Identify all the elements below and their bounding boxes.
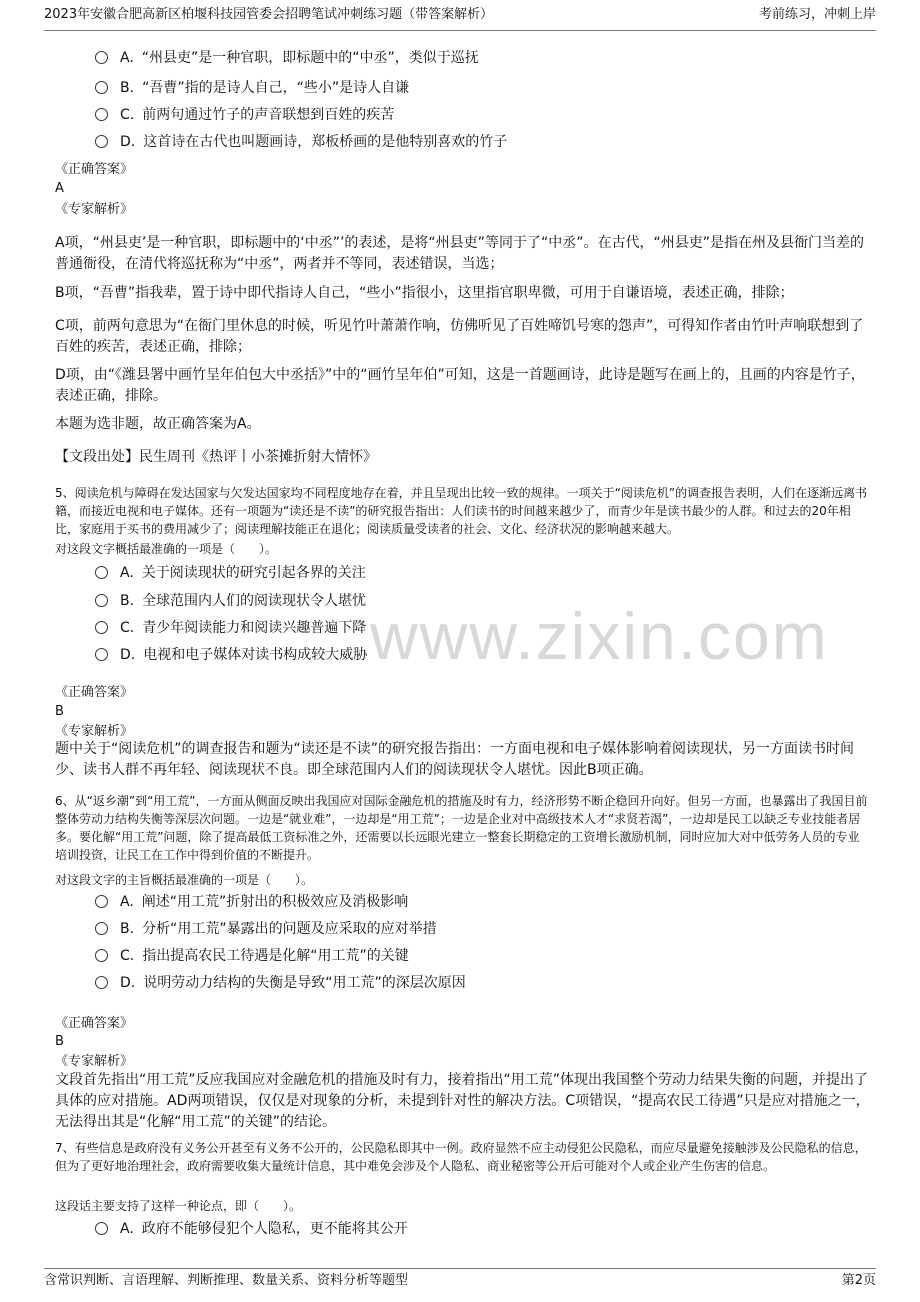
header-slogan: 考前练习，冲刺上岸 <box>758 7 876 22</box>
radio-icon[interactable] <box>95 81 108 94</box>
radio-icon[interactable] <box>95 51 108 64</box>
radio-icon[interactable] <box>95 1222 108 1235</box>
q4-analysis-d: D项，由“《潍县署中画竹呈年伯包大中丞括》”中的“画竹呈年伯”可知，这是一首题画诗，此诗是题写在画上的，且画的内容是竹子，表述正确，排除。 <box>55 367 865 404</box>
q4-analysis-a: A项，“州县吏’是一种官职，即标题中的‘中丞”’的表述，是将“州县吏”等同于了“中丞”。在古代，“州县吏”是指在州及县衙门当差的普通衙役，在清代将巡抚称为“中丞”，两者并不等同，表述错误，当选； <box>55 235 864 272</box>
q4-answer: A <box>55 181 64 196</box>
page-footer <box>44 1268 876 1299</box>
q7-prompt: 这段话主要支持了这样一种论点，即（ ）。 <box>55 1199 302 1213</box>
radio-icon[interactable] <box>95 648 108 661</box>
q5-analysis-label: 《专家解析》 <box>55 724 134 739</box>
q4-option-a[interactable]: A. “州县吏”是一种官职，即标题中的“中丞”，类似于巡抚 <box>95 47 479 69</box>
q6-analysis: 文段首先指出“用工荒”反应我国应对金融危机的措施及时有力，接着指出“用工荒”体现出我国整个劳动力结果失衡的问题，并提出了具体的应对措施。AD两项错误，仅仅是对现象的分析，未提到针对性的解决方法。C项错误，“提高农民工待遇”只是应对措施之一，无法得出其是“化解“用工荒”的关键”的结论。 <box>55 1072 870 1130</box>
q5-option-c[interactable]: C. 青少年阅读能力和阅读兴趣普遍下降 <box>95 617 366 639</box>
q4-answer-label: 《正确答案》 <box>55 162 134 177</box>
q4-analysis-b: B项，“吾曹”指我辈，置于诗中即代指诗人自己，“些小”指很小，这里指官职卑微，可用于自谦语境，表述正确，排除； <box>55 285 794 301</box>
q5-stem: 5、阅读危机与障碍在发达国家与欠发达国家均不同程度地存在着，并且呈现出比较一致的规律。一项关于“阅读危机”的调查报告表明，人们在逐渐远离书籍，而接近电视和电子媒体。还有一项题为“读还是不读”的研究报告指出：人们读书的时间越来越少了，而青少年是读书最少的人群。和过去的20年相比，家庭用于买书的费用减少了；阅读理解技能正在退化；阅读质量受读者的社会、文化、经济状况的影响越来越大。 <box>55 486 868 536</box>
q4-source: 【文段出处】民生周刊《热评丨小茶摊折射大情怀》 <box>55 449 377 465</box>
radio-icon[interactable] <box>95 594 108 607</box>
footer-topics: 含常识判断、言语理解、判断推理、数量关系、资料分析等题型 <box>44 1273 409 1288</box>
page-header <box>44 0 876 31</box>
q4-analysis-label: 《专家解析》 <box>55 202 134 217</box>
q6-option-a[interactable]: A. 阐述“用工荒”折射出的积极效应及消极影响 <box>95 891 408 913</box>
q5-option-b[interactable]: B. 全球范围内人们的阅读现状令人堪忧 <box>95 590 366 612</box>
document-title: 2023年安徽合肥高新区柏堰科技园管委会招聘笔试冲刺练习题（带答案解析） <box>44 7 494 22</box>
q6-stem: 6、从“返乡潮”到“用工荒”，一方面从侧面反映出我国应对国际金融危机的措施及时有力，经济形势不断企稳回升向好。但另一方面，也暴露出了我国目前整体劳动力结构失衡等深层次问题。一边是“就业难”，一边却是“用工荒”；一边是企业对中高级技术人才“求贤若渴”，一边却是民工以缺乏专业技能者居多。要化解“用工荒”问题，除了提高最低工资标准之外，还需要以长远眼光建立一整套长期稳定的工资增长激励机制，同时应加大对中低劳务人员的专业培训投资，让民工在工作中得到价值的不断提升。 <box>55 794 868 862</box>
q5-answer-label: 《正确答案》 <box>55 685 134 700</box>
radio-icon[interactable] <box>95 895 108 908</box>
q4-option-d[interactable]: D. 这首诗在古代也叫题画诗，郑板桥画的是他特别喜欢的竹子 <box>95 131 507 153</box>
radio-icon[interactable] <box>95 922 108 935</box>
q5-option-a[interactable]: A. 关于阅读现状的研究引起各界的关注 <box>95 562 366 584</box>
q6-option-d[interactable]: D. 说明劳动力结构的失衡是导致“用工荒”的深层次原因 <box>95 972 466 994</box>
radio-icon[interactable] <box>95 566 108 579</box>
radio-icon[interactable] <box>95 108 108 121</box>
radio-icon[interactable] <box>95 621 108 634</box>
watermark: www.zixin.com <box>370 599 829 673</box>
q7-stem: 7、有些信息是政府没有义务公开甚至有义务不公开的，公民隐私即其中一例。政府显然不应主动侵犯公民隐私，而应尽量避免接触涉及公民隐私的信息，但为了更好地治理社会，政府需要收集大量统计信息，其中难免会涉及个人隐私、商业秘密等公开后可能对个人或企业产生伤害的信息。 <box>55 1141 867 1173</box>
q4-option-c[interactable]: C. 前两句通过竹子的声音联想到百姓的疾苦 <box>95 104 394 126</box>
q7-option-a[interactable]: A. 政府不能够侵犯个人隐私，更不能将其公开 <box>95 1218 408 1240</box>
q6-analysis-label: 《专家解析》 <box>55 1054 134 1069</box>
q5-option-d[interactable]: D. 电视和电子媒体对读书构成较大威胁 <box>95 644 367 666</box>
q4-option-b[interactable]: B. “吾曹”指的是诗人自己，“些小”是诗人自谦 <box>95 77 409 99</box>
radio-icon[interactable] <box>95 976 108 989</box>
q6-prompt: 对这段文字的主旨概括最准确的一项是（ ）。 <box>55 873 314 887</box>
q5-analysis: 题中关于“阅读危机”的调查报告和题为“读还是不读”的研究报告指出：一方面电视和电子媒体影响着阅读现状，另一方面读书时间少、读书人群不再年轻、阅读现状不良。即全球范围内人们的阅读现状令人堪忧。因此B项正确。 <box>55 741 855 778</box>
q6-option-b[interactable]: B. 分析“用工荒”暴露出的问题及应采取的应对举措 <box>95 918 437 940</box>
q6-answer: B <box>55 1034 64 1049</box>
radio-icon[interactable] <box>95 135 108 148</box>
q5-answer: B <box>55 704 64 719</box>
q6-answer-label: 《正确答案》 <box>55 1016 134 1031</box>
q4-analysis-c: C项，前两句意思为“在衙门里休息的时候，听见竹叶萧萧作响，仿佛听见了百姓啼饥号寒的怨声”，可得知作者由竹叶声响联想到了百姓的疾苦，表述正确，排除； <box>55 318 864 355</box>
radio-icon[interactable] <box>95 949 108 962</box>
q4-conclusion: 本题为选非题，故正确答案为A。 <box>55 416 261 432</box>
q6-option-c[interactable]: C. 指出提高农民工待遇是化解“用工荒”的关键 <box>95 945 409 967</box>
page-number: 第2页 <box>841 1273 876 1288</box>
q5-prompt: 对这段文字概括最准确的一项是（ ）。 <box>55 542 278 556</box>
